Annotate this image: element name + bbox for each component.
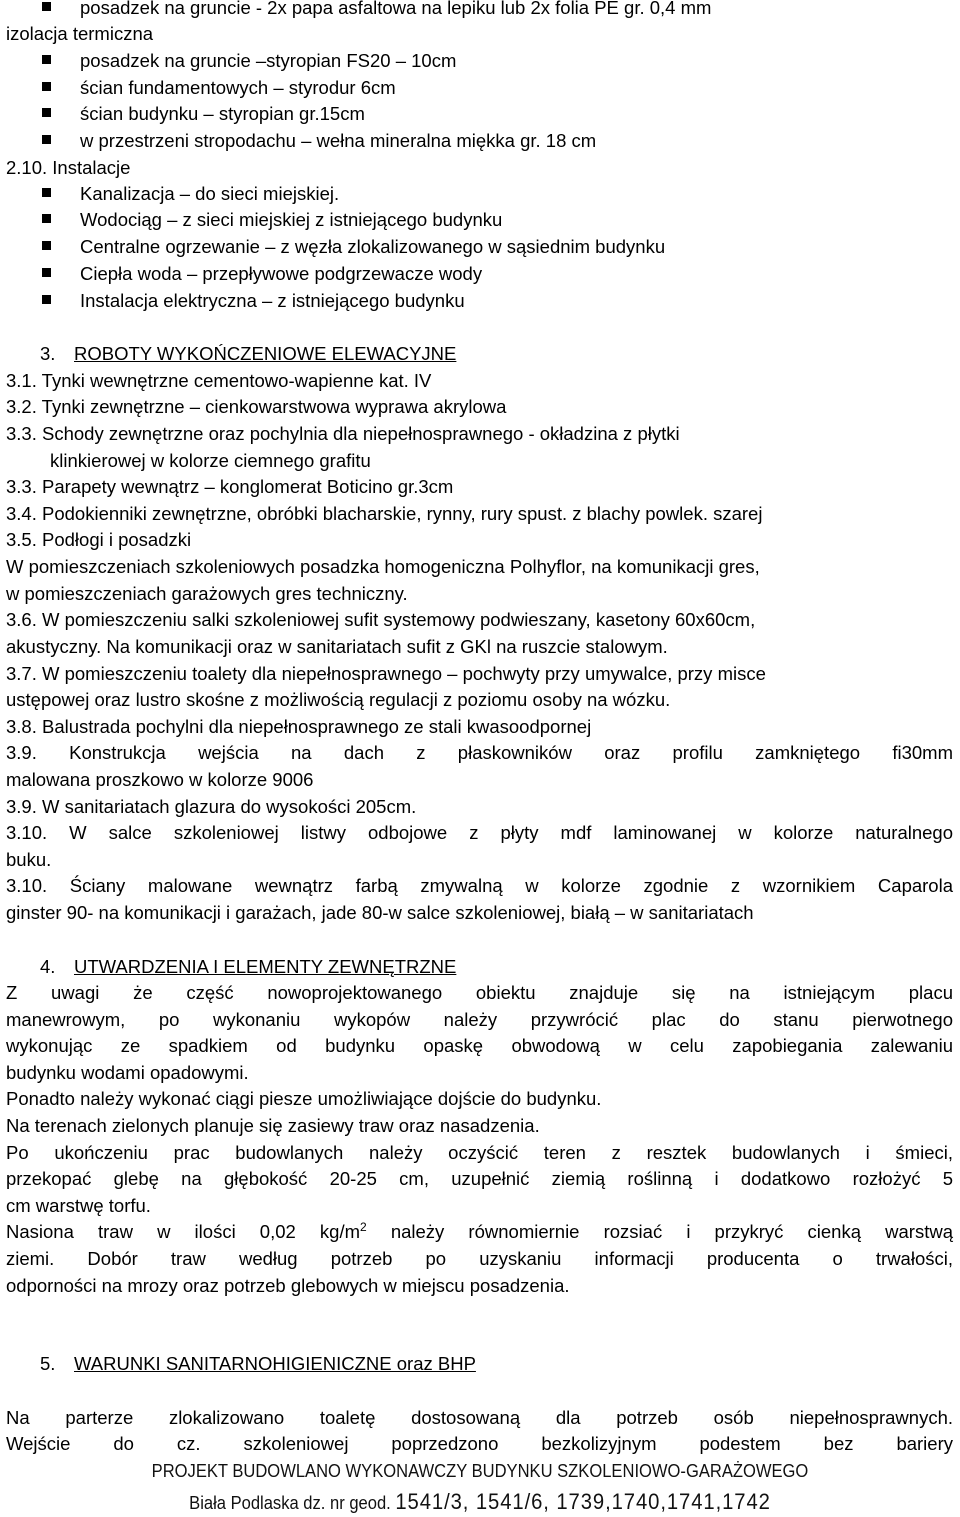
bullet-item: posadzek na gruncie –styropian FS20 – 10cm bbox=[80, 48, 953, 74]
bullet-icon bbox=[42, 82, 51, 91]
paragraph-line: 3.3. Schody zewnętrzne oraz pochylnia dla niepełnosprawnego - okładzina z płytki bbox=[6, 423, 680, 444]
bullet-item: ścian fundamentowych – styrodur 6cm bbox=[80, 75, 953, 101]
bullet-item: w przestrzeni stropodachu – wełna mineralna miękka gr. 18 cm bbox=[80, 128, 953, 154]
paragraph-line: 3.7. W pomieszczeniu toalety dla niepełnosprawnego – pochwyty przy umywalce, przy misce bbox=[6, 663, 766, 684]
paragraph-line: ziemi. Dobór traw według potrzeb po uzyskaniu informacji producenta o trwałości, bbox=[6, 1248, 953, 1269]
section-4-heading: 4. UTWARDZENIA I ELEMENTY ZEWNĘTRZNE bbox=[40, 956, 457, 977]
bullet-icon bbox=[42, 188, 51, 197]
paragraph-line: buku. bbox=[6, 849, 52, 870]
bullet-item: posadzek na gruncie - 2x papa asfaltowa na lepiku lub 2x folia PE gr. 0,4 mm bbox=[80, 0, 953, 21]
section-5-heading: 5. WARUNKI SANITARNOHIGIENICZNE oraz BHP bbox=[40, 1353, 476, 1374]
bullet-icon bbox=[42, 55, 51, 64]
bullet-item: Ciepła woda – przepływowe podgrzewacze wody bbox=[80, 261, 953, 287]
paragraph-line: budynku wodami opadowymi. bbox=[6, 1062, 249, 1083]
paragraph-line: 3.9. W sanitariatach glazura do wysokości 205cm. bbox=[6, 796, 417, 817]
paragraph-line: 3.6. W pomieszczeniu salki szkoleniowej sufit systemowy podwieszany, kasetony 60x60cm, bbox=[6, 609, 756, 630]
paragraph-line: 3.10. Ściany malowane wewnątrz farbą zmywalną w kolorze zgodnie z wzornikiem Caparola bbox=[6, 875, 953, 896]
paragraph-line: Ponadto należy wykonać ciągi piesze umożliwiające dojście do budynku. bbox=[6, 1088, 602, 1109]
paragraph-line: 3.9. Konstrukcja wejścia na dach z płaskowników oraz profilu zamkniętego fi30mm bbox=[6, 742, 953, 763]
footer-location: Biała Podlaska dz. nr geod. 1541/3, 1541/6, 1739,1740,1741,1742 bbox=[189, 1489, 771, 1514]
paragraph-line: odporności na mrozy oraz potrzeb glebowych w miejscu posadzenia. bbox=[6, 1275, 570, 1296]
bullet-icon bbox=[42, 108, 51, 117]
paragraph-line: Wejście do cz. szkoleniowej poprzedzono bezkolizyjnym podestem bez bariery bbox=[6, 1433, 953, 1454]
paragraph-line: Na terenach zielonych planuje się zasiewy traw oraz nasadzenia. bbox=[6, 1115, 540, 1136]
bullet-icon bbox=[42, 268, 51, 277]
bullet-item: Kanalizacja – do sieci miejskiej. bbox=[80, 181, 953, 207]
footer-project-title: PROJEKT BUDOWLANO WYKONAWCZY BUDYNKU SZKOLENIOWO-GARAŻOWEGO bbox=[151, 1461, 809, 1481]
paragraph-line: wykonując ze spadkiem od budynku opaskę obwodową w celu zapobiegania zalewaniu bbox=[6, 1035, 953, 1056]
bullet-item: Centralne ogrzewanie – z węzła zlokalizowanego w sąsiednim budynku bbox=[80, 234, 953, 260]
paragraph-line: ginster 90- na komunikacji i garażach, jade 80-w salce szkoleniowej, białą – w sanitariatach bbox=[6, 902, 754, 923]
insulation-heading: izolacja termiczna bbox=[6, 23, 154, 44]
section-3-heading: 3. ROBOTY WYKOŃCZENIOWE ELEWACYJNE bbox=[40, 343, 457, 364]
paragraph-line: przekopać glebę na głębokość 20-25 cm, uzupełnić ziemią roślinną i dodatkowo rozłożyć 5 bbox=[6, 1168, 953, 1189]
paragraph-line: Na parterze zlokalizowano toaletę dostosowaną dla potrzeb osób niepełnosprawnych. bbox=[6, 1407, 953, 1428]
paragraph-line: Nasiona traw w ilości 0,02 $kg/m^2$ należy równomiernie rozsiać i przykryć cienką warstwą bbox=[6, 1220, 953, 1242]
paragraph-line: cm warstwę torfu. bbox=[6, 1195, 151, 1216]
bullet-icon bbox=[42, 214, 51, 223]
bullet-icon bbox=[42, 241, 51, 250]
paragraph-line: akustyczny. Na komunikacji oraz w sanitariatach sufit z GKl na ruszcie stalowym. bbox=[6, 636, 668, 657]
paragraph-line: w pomieszczeniach garażowych gres techniczny. bbox=[6, 583, 408, 604]
paragraph-line: ustępowej oraz lustro skośne z możliwością regulacji z poziomu osoby na wózku. bbox=[6, 689, 671, 710]
paragraph-line: W pomieszczeniach szkoleniowych posadzka homogeniczna Polhyflor, na komunikacji gres, bbox=[6, 556, 760, 577]
paragraph-line: 3.5. Podłogi i posadzki bbox=[6, 529, 192, 550]
bullet-icon bbox=[42, 295, 51, 304]
bullet-item: ścian budynku – styropian gr.15cm bbox=[80, 101, 953, 127]
paragraph-line: 3.8. Balustrada pochylni dla niepełnosprawnego ze stali kwasoodpornej bbox=[6, 716, 592, 737]
paragraph-line: 3.2. Tynki zewnętrzne – cienkowarstwowa wyprawa akrylowa bbox=[6, 396, 507, 417]
bullet-icon bbox=[42, 2, 51, 11]
bullet-item: Wodociąg – z sieci miejskiej z istniejącego budynku bbox=[80, 207, 953, 233]
bullet-item: Instalacja elektryczna – z istniejącego budynku bbox=[80, 288, 953, 314]
paragraph-line: 3.3. Parapety wewnątrz – konglomerat Boticino gr.3cm bbox=[6, 476, 454, 497]
paragraph-line: 3.4. Podokienniki zewnętrzne, obróbki blacharskie, rynny, rury spust. z blachy powlek. szarej bbox=[6, 503, 763, 524]
paragraph-line: 3.1. Tynki wewnętrzne cementowo-wapienne kat. IV bbox=[6, 370, 432, 391]
installations-heading: 2.10. Instalacje bbox=[6, 157, 131, 178]
paragraph-line: klinkierowej w kolorze ciemnego grafitu bbox=[50, 450, 371, 471]
paragraph-line: 3.10. W salce szkoleniowej listwy odbojowe z płyty mdf laminowanej w kolorze naturalnego bbox=[6, 822, 953, 843]
bullet-icon bbox=[42, 135, 51, 144]
paragraph-line: malowana proszkowo w kolorze 9006 bbox=[6, 769, 314, 790]
paragraph-line: Po ukończeniu prac budowlanych należy oczyścić teren z resztek budowlanych i śmieci, bbox=[6, 1142, 953, 1163]
paragraph-line: Z uwagi że część nowoprojektowanego obiektu znajduje się na istniejącym placu bbox=[6, 982, 953, 1003]
paragraph-line: manewrowym, po wykonaniu wykopów należy przywrócić plac do stanu pierwotnego bbox=[6, 1009, 953, 1030]
